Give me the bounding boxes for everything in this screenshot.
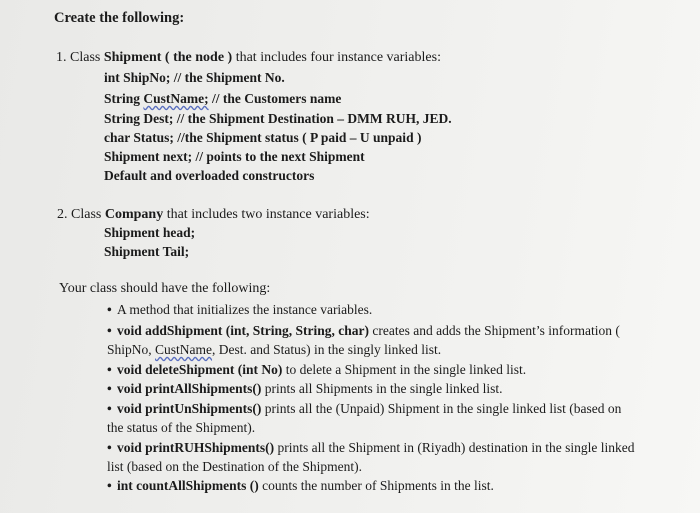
bullet-2-method: void addShipment (int, String, String, char): [117, 323, 370, 338]
bullet-2-cont-a: ShipNo,: [107, 342, 156, 357]
bullet-5-text: prints all the (Unpaid) Shipment in the single linked list (based on: [261, 401, 622, 416]
constructors-line: Default and overloaded constructors: [104, 168, 315, 183]
bullet-5-method: void printUnShipments(): [117, 401, 262, 416]
field-head: Shipment head;: [104, 225, 196, 240]
bullet-3-text: to delete a Shipment in the single linked list.: [282, 362, 527, 377]
bullet-item-2-cont: [107, 341, 441, 358]
bullet-item-7: [107, 477, 494, 494]
bullet-icon: •: [107, 478, 112, 493]
bullet-item-1: [107, 301, 372, 318]
section2-intro: [57, 206, 370, 223]
bullet-1-text: A method that initializes the instance variables.: [117, 302, 373, 317]
section1-intro-b: that includes four instance variables:: [235, 50, 441, 65]
bullet-item-3: [107, 361, 526, 378]
field-shipno: int ShipNo; // the Shipment No.: [104, 70, 285, 85]
section2-intro-b: that includes two instance variables:: [166, 207, 370, 222]
heading: Create the following:: [54, 10, 185, 26]
section1-intro-a: Class: [70, 50, 101, 65]
custname-type: String: [104, 91, 144, 106]
bullet-item-5: [107, 400, 621, 417]
bullet-item-5-cont: the status of the Shipment).: [107, 420, 256, 435]
bullet-6-text: prints all the Shipment in (Riyadh) destination in the single linked: [274, 440, 635, 455]
field-tail: Shipment Tail;: [104, 244, 190, 259]
field-custname: [104, 90, 341, 107]
bullet-icon: •: [107, 401, 112, 416]
bullet-item-4: [107, 380, 503, 397]
section1-class-name: Shipment: [103, 50, 162, 65]
custname-word: CustName;: [143, 91, 209, 106]
bullet-icon: •: [107, 323, 112, 338]
section2-class-name: Company: [104, 207, 164, 222]
bullet-6-method: void printRUHShipments(): [117, 440, 275, 455]
bullet-2-cont-b: , Dest. and Status) in the singly linked list.: [212, 342, 442, 357]
bullet-4-text: prints all Shipments in the single linked list.: [261, 381, 503, 396]
bullet-2-custname: CustName: [155, 342, 213, 357]
bullet-item-6: [107, 439, 634, 456]
bullet-2-text: creates and adds the Shipment’s information (: [369, 323, 620, 338]
bullet-icon: •: [107, 302, 112, 317]
bullet-4-method: void printAllShipments(): [117, 381, 262, 396]
bullet-icon: •: [107, 362, 112, 377]
field-next: Shipment next; // points to the next Shipment: [104, 149, 365, 164]
section1-intro: [56, 49, 441, 66]
bullet-3-method: void deleteShipment (int No): [117, 362, 283, 377]
bullet-7-method: int countAllShipments (): [117, 478, 259, 493]
field-dest: String Dest; // the Shipment Destination – DMM RUH, JED.: [104, 111, 452, 126]
section1-number: 1.: [56, 50, 67, 65]
section2-number: 2.: [57, 207, 68, 222]
section3-intro: Your class should have the following:: [59, 281, 271, 296]
bullet-item-2: [107, 322, 620, 339]
bullet-7-text: counts the number of Shipments in the list.: [258, 478, 494, 493]
custname-comment: // the Customers name: [208, 91, 342, 106]
field-status: char Status; //the Shipment status ( P paid – U unpaid ): [104, 130, 422, 145]
bullet-icon: •: [107, 440, 112, 455]
section1-paren: ( the node ): [164, 50, 233, 65]
bullet-icon: •: [107, 381, 112, 396]
bullet-item-6-cont: list (based on the Destination of the Shipment).: [107, 459, 362, 474]
section2-intro-a: Class: [71, 207, 102, 222]
